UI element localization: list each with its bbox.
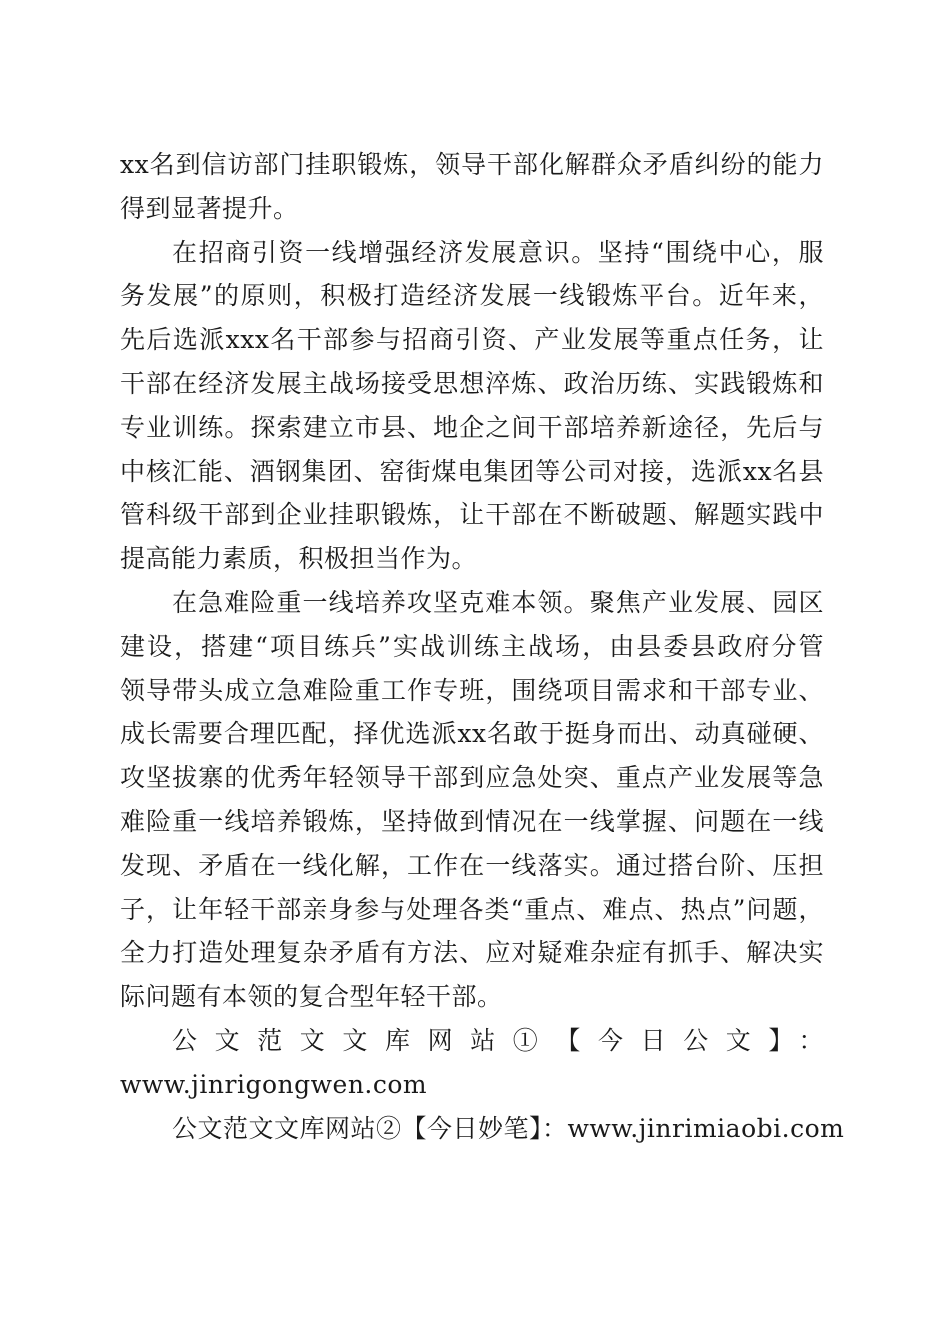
text-line: 发现、矛盾在一线化解，工作在一线落实。通过搭台阶、压担	[120, 850, 824, 880]
text-line: 得到显著提升。	[120, 193, 299, 223]
text-line: 干部在经济发展主战场接受思想淬炼、政治历练、实践锻炼和	[120, 368, 824, 398]
text-line: 子，让年轻干部亲身参与处理各类“重点、难点、热点”问题，	[120, 894, 824, 924]
text-line: 务发展”的原则，积极打造经济发展一线锻炼平台。近年来，	[120, 281, 824, 311]
website-link-jinrigongwen[interactable]: www.jinrigongwen.com	[120, 1069, 428, 1099]
text-line: 中核汇能、酒钢集团、窑街煤电集团等公司对接，选派xx名县	[120, 456, 824, 486]
paragraph-1	[120, 143, 824, 231]
text-line: 提高能力素质，积极担当作为。	[120, 544, 478, 574]
paragraph-3	[120, 581, 824, 1019]
text-line: 领导带头成立急难险重工作专班，围绕项目需求和干部专业、	[120, 675, 824, 705]
text-line: 难险重一线培养锻炼，坚持做到情况在一线掌握、问题在一线	[120, 806, 824, 836]
text-line: 在急难险重一线培养攻坚克难本领。聚焦产业发展、园区	[172, 587, 824, 617]
text-line: 公文范文文库网站①【今日公文】：	[172, 1025, 824, 1055]
text-line: 先后选派xxx名干部参与招商引资、产业发展等重点任务，让	[120, 325, 824, 355]
text-line: xx名到信访部门挂职锻炼，领导干部化解群众矛盾纠纷的能力	[120, 150, 824, 179]
paragraph-2	[120, 231, 824, 581]
document-body	[120, 143, 845, 1150]
text-line: 在招商引资一线增强经济发展意识。坚持“围绕中心，服	[172, 237, 824, 267]
text-line: 成长需要合理匹配，择优选派xx名敢于挺身而出、动真碰硬、	[120, 719, 824, 749]
text-line: 攻坚拔寨的优秀年轻领导干部到应急处突、重点产业发展等急	[120, 763, 824, 793]
text-line: 际问题有本领的复合型年轻干部。	[120, 982, 503, 1012]
website-note-2	[120, 1107, 845, 1151]
website-link-jinrimiaobi[interactable]: 公文范文文库网站②【今日妙笔】：www.jinrimiaobi.com	[172, 1113, 845, 1143]
website-note-1	[120, 1019, 824, 1107]
text-line: 全力打造处理复杂矛盾有方法、应对疑难杂症有抓手、解决实	[120, 938, 824, 968]
text-line: 专业训练。探索建立市县、地企之间干部培养新途径，先后与	[120, 412, 824, 442]
text-line: 建设，搭建“项目练兵”实战训练主战场，由县委县政府分管	[120, 631, 824, 661]
text-line: 管科级干部到企业挂职锻炼，让干部在不断破题、解题实践中	[120, 500, 824, 530]
